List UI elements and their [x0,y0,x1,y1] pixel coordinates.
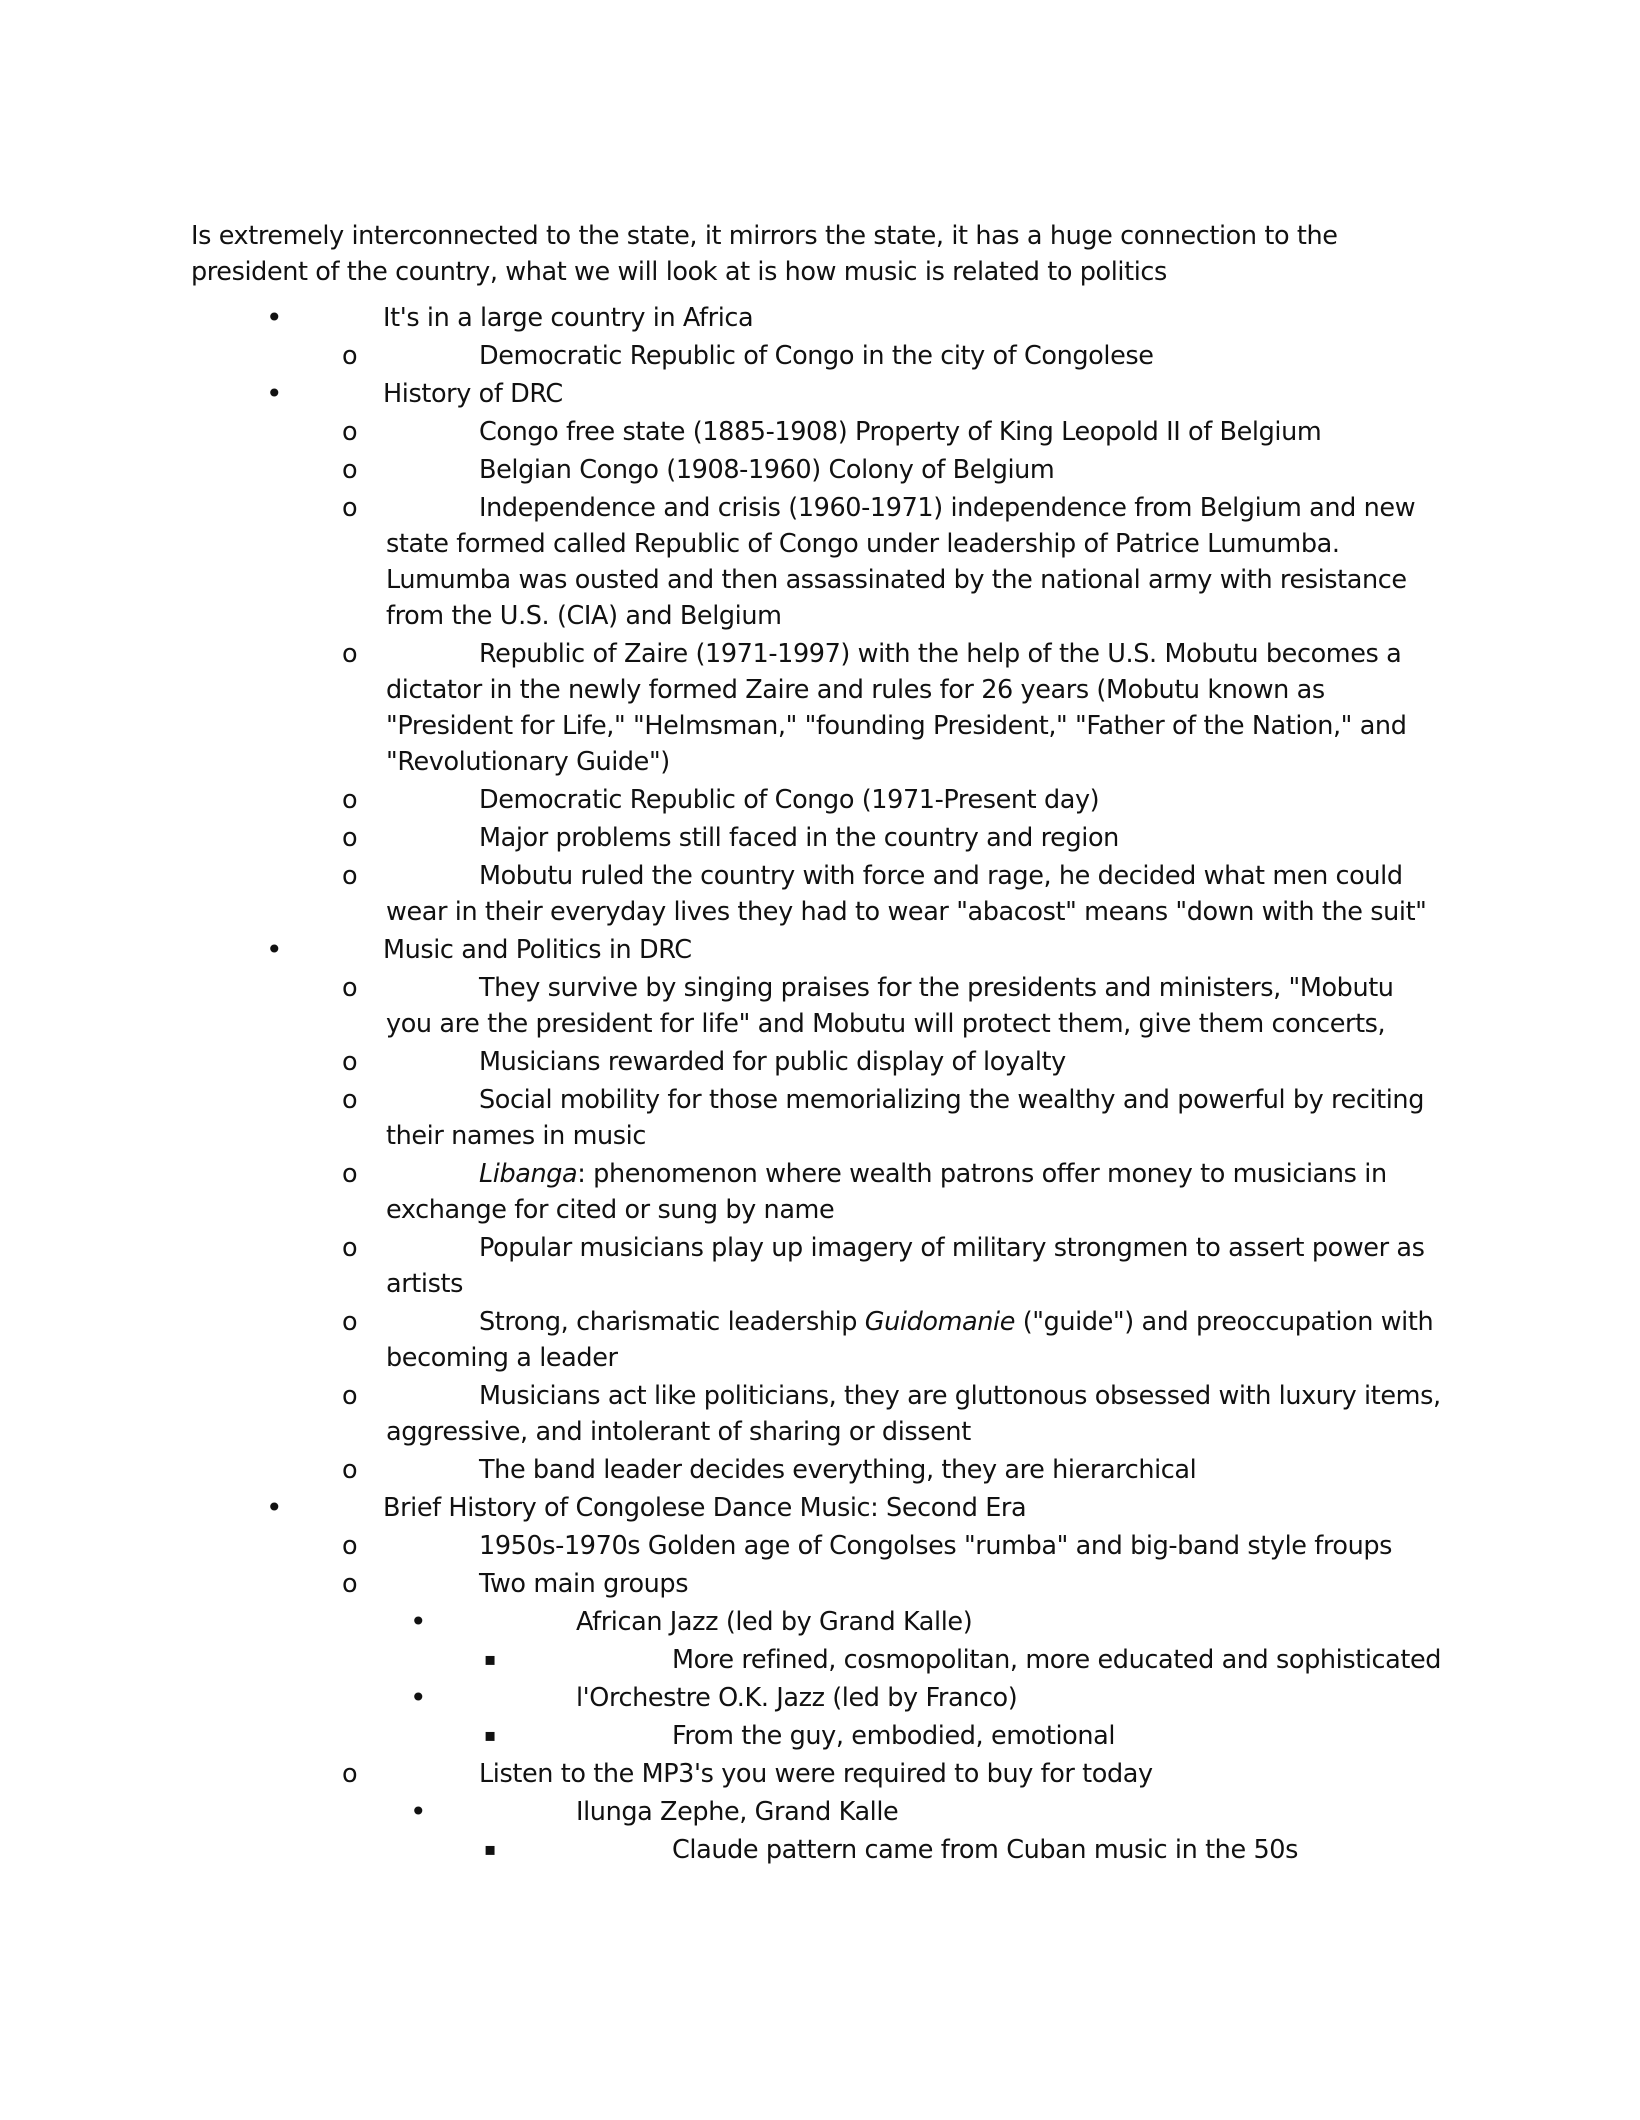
italic-term: Guidomanie [864,1307,1015,1337]
notes-outline [0,300,1640,1870]
list-item [0,1044,1640,1080]
list-item [0,376,1640,412]
list-item [0,452,1640,488]
list-item-text: The band leader decides everything, they are hierarchical [479,1455,1197,1485]
bullet-marker: • [266,377,283,410]
list-item-text: l'Orchestre O.K. Jazz (led by Franco) [576,1683,1018,1713]
square-marker: ▪ [484,1839,496,1860]
list-item-text: Congo free state (1885-1908) Property of King Leopold II of Belgium [479,417,1322,447]
list-item-text: Musicians rewarded for public display of loyalty [479,1047,1066,1077]
list-item-part-b: ("guide") and preoccupation with becoming a leader [386,1307,1434,1373]
list-item [0,1604,1640,1640]
list-item-text: History of DRC [383,379,563,409]
list-item-text: Independence and crisis (1960-1971) independence from Belgium and new state formed called Republic of Congo under leadership of Patrice Lumumba. Lumumba was ousted and then assassinated by the national army with resistance from the U.S. (CIA) and Belgium [386,493,1416,631]
list-item [0,1230,1640,1302]
circle-marker: o [342,861,358,891]
list-item [0,1832,1640,1868]
list-item [0,858,1640,930]
circle-marker: o [342,1047,358,1077]
list-item [0,1378,1640,1450]
list-item-text [386,1156,1446,1228]
list-item [0,338,1640,374]
list-item-text: Listen to the MP3's you were required to buy for today [479,1759,1153,1789]
list-item [0,1794,1640,1830]
list-item [0,1452,1640,1488]
circle-marker: o [342,417,358,447]
circle-marker: o [342,1085,358,1115]
list-item-text: Belgian Congo (1908-1960) Colony of Belgium [479,455,1055,485]
circle-marker: o [342,1759,358,1789]
list-item-rest: : phenomenon where wealth patrons offer money to musicians in exchange for cited or sung by name [386,1159,1387,1225]
list-item [0,1680,1640,1716]
list-item-text: Two main groups [479,1569,689,1599]
list-item-part-a: Strong, charismatic leadership [479,1307,865,1337]
circle-marker: o [342,1307,358,1337]
bullet-marker: • [410,1795,427,1828]
circle-marker: o [342,493,358,523]
bullet-marker: • [410,1681,427,1714]
circle-marker: o [342,341,358,371]
circle-marker: o [342,973,358,1003]
bullet-marker: • [266,1491,283,1524]
circle-marker: o [342,1159,358,1189]
list-item [0,1304,1640,1376]
list-item [0,820,1640,856]
circle-marker: o [342,1381,358,1411]
circle-marker: o [342,455,358,485]
list-item [0,414,1640,450]
list-item-text: Democratic Republic of Congo in the city of Congolese [479,341,1154,371]
list-item [0,1756,1640,1792]
list-item [0,970,1640,1042]
circle-marker: o [342,1569,358,1599]
circle-marker: o [342,1531,358,1561]
list-item [0,1718,1640,1754]
circle-marker: o [342,1455,358,1485]
list-item [0,782,1640,818]
list-item [0,1490,1640,1526]
list-item-text: More refined, cosmopolitan, more educated and sophisticated [672,1645,1442,1675]
list-item-text: They survive by singing praises for the presidents and ministers, "Mobutu you are the president for life" and Mobutu will protect them, give them concerts, [386,973,1394,1039]
list-item-text: Social mobility for those memorializing the wealthy and powerful by reciting their names in music [386,1085,1424,1151]
bullet-marker: • [266,933,283,966]
bullet-marker: • [266,301,283,334]
list-item [0,1156,1640,1228]
list-item [0,1528,1640,1564]
list-item-text: Major problems still faced in the country and region [479,823,1119,853]
list-item [0,636,1640,780]
list-item-text: Claude pattern came from Cuban music in the 50s [672,1835,1298,1865]
list-item [0,300,1640,336]
list-item-text: From the guy, embodied, emotional [672,1721,1116,1751]
list-item [0,490,1640,634]
list-item-text: Democratic Republic of Congo (1971-Present day) [479,785,1100,815]
italic-term: Libanga [479,1159,578,1189]
list-item-text: African Jazz (led by Grand Kalle) [576,1607,973,1637]
circle-marker: o [342,823,358,853]
list-item-text: It's in a large country in Africa [383,303,754,333]
square-marker: ▪ [484,1649,496,1670]
list-item [0,1642,1640,1678]
intro-paragraph: Is extremely interconnected to the state, it mirrors the state, it has a huge connection to the president of the country, what we will look at is how music is related to politics [191,220,1338,287]
list-item-text: Brief History of Congolese Dance Music: Second Era [383,1493,1027,1523]
circle-marker: o [342,1233,358,1263]
list-item-text: Music and Politics in DRC [383,935,692,965]
bullet-marker: • [410,1605,427,1638]
circle-marker: o [342,785,358,815]
circle-marker: o [342,639,358,669]
list-item-text: Musicians act like politicians, they are gluttonous obsessed with luxury items, aggressive, and intolerant of sharing or dissent [386,1381,1441,1447]
list-item [0,1566,1640,1602]
list-item [0,1082,1640,1154]
list-item-text [386,1304,1446,1376]
list-item [0,932,1640,968]
list-item-text: Popular musicians play up imagery of military strongmen to assert power as artists [386,1233,1425,1299]
square-marker: ▪ [484,1725,496,1746]
list-item-text: Ilunga Zephe, Grand Kalle [576,1797,899,1827]
list-item-text: 1950s-1970s Golden age of Congolses "rumba" and big-band style froups [479,1531,1393,1561]
list-item-text: Republic of Zaire (1971-1997) with the help of the U.S. Mobutu becomes a dictator in the newly formed Zaire and rules for 26 years (Mobutu known as "President for Life," "Helmsman," "founding President," "Father of the Nation," and "Revolutionary Guide") [386,639,1407,777]
list-item-text: Mobutu ruled the country with force and rage, he decided what men could wear in their everyday lives they had to wear "abacost" means "down with the suit" [386,861,1427,927]
